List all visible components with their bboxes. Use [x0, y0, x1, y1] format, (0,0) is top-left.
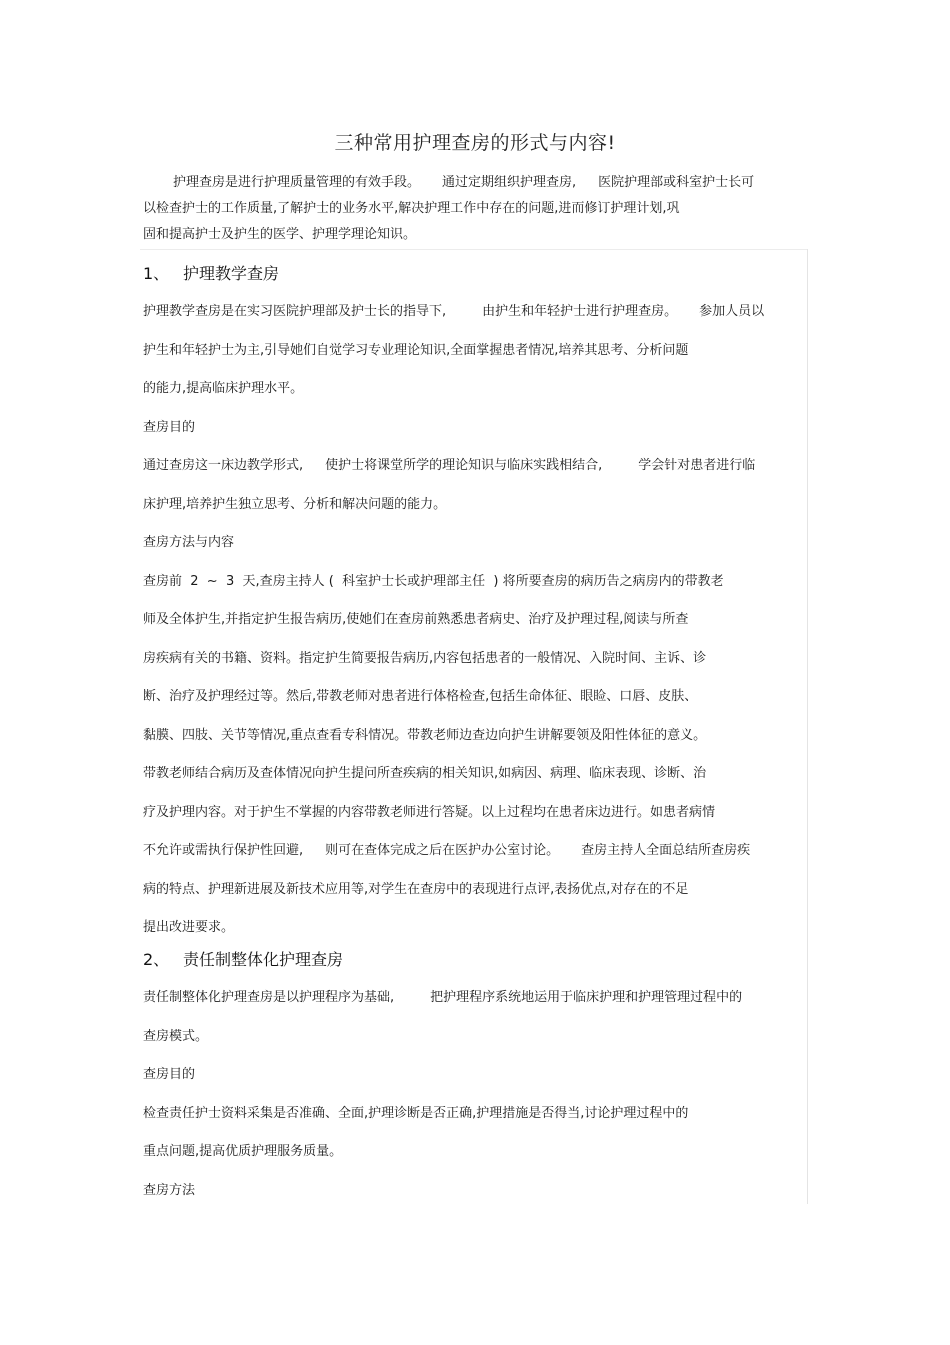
paragraph-line: 师及全体护生,并指定护生报告病历,使她们在查房前熟悉患者病史、治疗及护理过程,阅读与所查: [143, 612, 689, 627]
paragraph-line: [143, 839, 803, 878]
paragraph-line: 病的特点、护理新进展及新技术应用等,对学生在查房中的表现进行点评,表扬优点,对存在的不足: [143, 881, 689, 897]
text-segment: 责任制整体化护理查房是以护理程序为基础,: [143, 990, 395, 1005]
text-segment: 使护士将课堂所学的理论知识与临床实践相结合,: [325, 458, 603, 473]
intro-paragraph: [143, 172, 803, 250]
paragraph-line: 床护理,培养护生独立思考、分析和解决问题的能力。: [143, 496, 447, 512]
paragraph-line: 黏膜、四肢、关节等情况,重点查看专科情况。带教老师边查边向护生讲解要领及阳性体征的意义。: [143, 727, 707, 743]
subsection-label: 查房目的: [143, 1067, 196, 1082]
paragraph-line: 检查责任护士资料采集是否准确、全面,护理诊断是否正确,护理措施是否得当,讨论护理过程中的: [143, 1105, 689, 1121]
paragraph-line: 重点问题,提高优质护理服务质量。: [143, 1144, 343, 1159]
text-segment: 通过定期组织护理查房,: [442, 175, 577, 190]
text-segment: 通过查房这一床边教学形式,: [143, 458, 304, 473]
text-segment: 查房主持人全面总结所查房疾: [581, 843, 751, 858]
paragraph-line: 疗及护理内容。对于护生不掌握的内容带教老师进行答疑。以上过程均在患者床边进行。如患者病情: [143, 804, 716, 820]
frame-top-rule: [140, 249, 808, 250]
document-body: [143, 262, 803, 1217]
intro-line: 以检查护士的工作质量,了解护士的业务水平,解决护理工作中存在的问题,进而修订护理计划,巩: [143, 201, 680, 216]
subsection-label: 查房方法: [143, 1182, 196, 1198]
section-title: 护理教学查房: [183, 264, 280, 283]
paragraph-line: 带教老师结合病历及查体情况向护生提问所查疾病的相关知识,如病因、病理、临床表现、诊断、治: [143, 766, 707, 781]
paragraph-line: 查房模式。: [143, 1028, 209, 1044]
section-heading: [143, 948, 803, 986]
paragraph-line: [143, 986, 803, 1025]
paragraph-line: 护生和年轻护士为主,引导她们自觉学习专业理论知识,全面掌握患者情况,培养其思考、分析问题: [143, 342, 689, 358]
text-segment: 把护理程序系统地运用于临床护理和护理管理过程中的: [430, 990, 743, 1005]
text-segment: 参加人员以: [699, 304, 765, 319]
subsection-label: 查房目的: [143, 419, 196, 435]
section-heading: [143, 262, 803, 300]
paragraph-line: [143, 454, 803, 493]
text-segment: 则可在查体完成之后在医护办公室讨论。: [325, 843, 560, 858]
paragraph-line: 提出改进要求。: [143, 920, 235, 935]
text-segment: 由护生和年轻护士进行护理查房。: [482, 304, 678, 319]
paragraph-line: 查房前 2 ~ 3 天,查房主持人 ( 科室护士长或护理部主任 ) 将所要查房的病历告之病房内的带教老: [143, 573, 724, 589]
text-segment: 护理查房是进行护理质量管理的有效手段。: [173, 175, 421, 190]
text-segment: 护理教学查房是在实习医院护理部及护士长的指导下,: [143, 304, 447, 319]
paragraph-line: 的能力,提高临床护理水平。: [143, 381, 304, 396]
paragraph-line: 断、治疗及护理经过等。然后,带教老师对患者进行体格检查,包括生命体征、眼睑、口唇、皮肤、: [143, 689, 698, 704]
page-title: 三种常用护理查房的形式与内容!: [334, 132, 616, 154]
section-number: 2、: [143, 950, 170, 969]
frame-right-rule: [807, 249, 808, 1204]
text-segment: 医院护理部或科室护士长可: [598, 175, 755, 190]
section-title: 责任制整体化护理查房: [183, 950, 344, 969]
text-segment: 不允许或需执行保护性回避,: [143, 843, 304, 858]
intro-line: [143, 172, 803, 198]
paragraph-line: [143, 300, 803, 339]
section-number: 1、: [143, 264, 170, 283]
subsection-label: 查房方法与内容: [143, 535, 235, 550]
text-segment: 学会针对患者进行临: [638, 458, 756, 473]
paragraph-line: 房疾病有关的书籍、资料。指定护生简要报告病历,内容包括患者的一般情况、入院时间、主诉、诊: [143, 650, 707, 666]
intro-line: 固和提高护士及护生的医学、护理学理论知识。: [143, 227, 417, 242]
